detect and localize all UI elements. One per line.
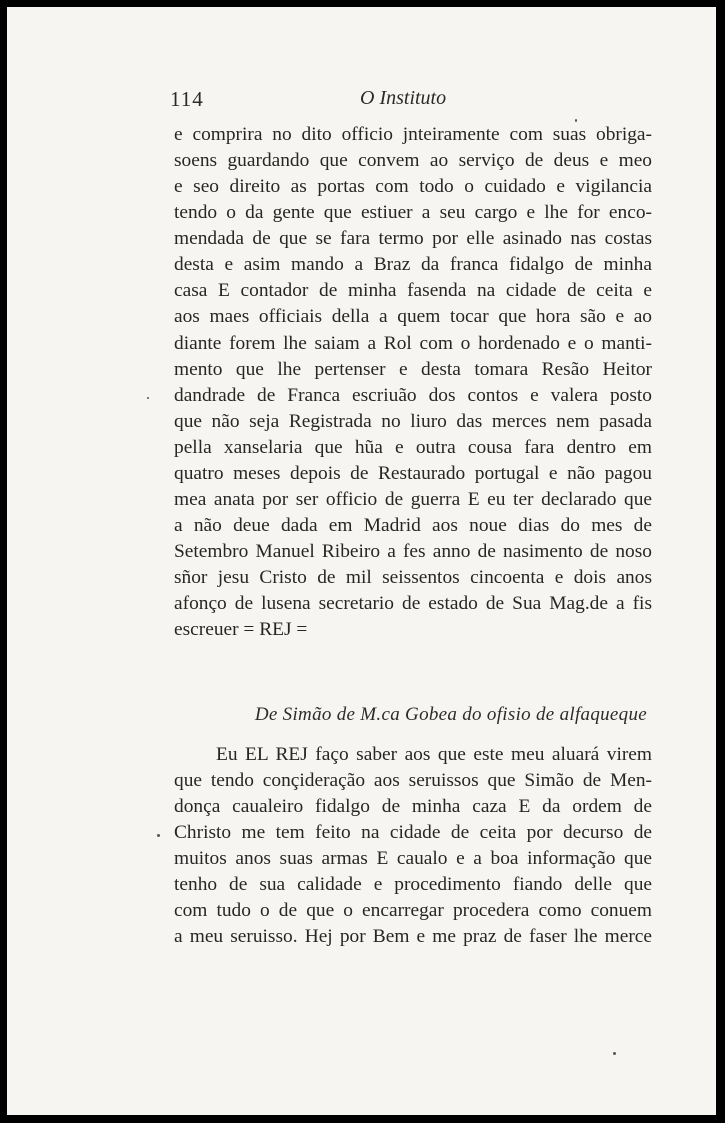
text-line: mendada de que se fara termo por elle asinado nas costas (174, 228, 652, 250)
document-1-text (174, 122, 652, 643)
section-heading: De Simão de M.ca Gobea do ofisio de alfaqueque (254, 704, 647, 725)
text-line: soens guardando que convem ao serviço de deus e meo (174, 150, 652, 172)
text-line: que tendo conçideração aos seruissos que Simão de Men- (174, 770, 652, 792)
text-line: afonço de lusena secretario de estado de Sua Mag.de a fis (174, 593, 652, 615)
text-line: donça caualeiro fidalgo de minha caza E da ordem de (174, 796, 652, 818)
paper-speck (147, 397, 149, 399)
paper-speck (157, 834, 160, 837)
text-line: que não seja Registrada no liuro das merces nem pasada (174, 410, 652, 432)
text-line-final: escreuer = REJ = (174, 619, 308, 641)
running-title: O Instituto (360, 87, 447, 109)
text-line: mento que lhe pertenser e desta tomara Resão Heitor (174, 358, 652, 380)
document-page (7, 7, 716, 1115)
text-line: Setembro Manuel Ribeiro a fes anno de nasimento de noso (174, 541, 652, 562)
text-line: a meu seruisso. Hej por Bem e me praz de faser lhe merce (174, 926, 652, 948)
page-header (7, 87, 716, 117)
text-line: pella xanselaria que hũa e outra cousa fara dentro em (174, 436, 652, 458)
text-line: diante forem lhe saiam a Rol com o hordenado e o manti- (174, 332, 652, 354)
text-line: aos maes officiais della a quem tocar que hora são e ao (174, 306, 652, 328)
text-line: muitos anos suas armas E caualo e a boa informação que (174, 848, 652, 870)
text-line: Christo me tem feito na cidade de ceita por decurso de (174, 822, 652, 844)
text-line-first: Eu EL REJ faço saber aos que este meu aluará virem (216, 744, 652, 765)
text-line: dandrade de Franca escriuão dos contos e valera posto (174, 384, 652, 406)
text-line: e comprira no dito officio jnteiramente com suas obriga- (174, 124, 652, 145)
paper-speck (575, 119, 577, 122)
document-2-text (174, 742, 652, 951)
text-line: tenho de sua calidade e procedimento fiando delle que (174, 874, 652, 896)
text-line: mea anata por ser officio de guerra E eu ter declarado que (174, 488, 652, 510)
text-line: quatro meses depois de Restaurado portugal e não pagou (174, 462, 652, 484)
text-line: e seo direito as portas com todo o cuidado e vigilancia (174, 176, 652, 198)
text-line: casa E contador de minha fasenda na cidade de ceita e (174, 280, 652, 302)
text-line: tendo o da gente que estiuer a seu cargo e lhe for enco- (174, 202, 652, 224)
paper-speck (613, 1052, 616, 1055)
text-line: desta e asim mando a Braz da franca fidalgo de minha (174, 254, 652, 276)
text-line: a não deue dada em Madrid aos noue dias do mes de (174, 514, 652, 536)
text-line: sñor jesu Cristo de mil seissentos cincoenta e dois anos (174, 567, 652, 589)
page-number: 114 (170, 87, 204, 111)
text-line: com tudo o de que o encarregar procedera como conuem (174, 900, 652, 922)
